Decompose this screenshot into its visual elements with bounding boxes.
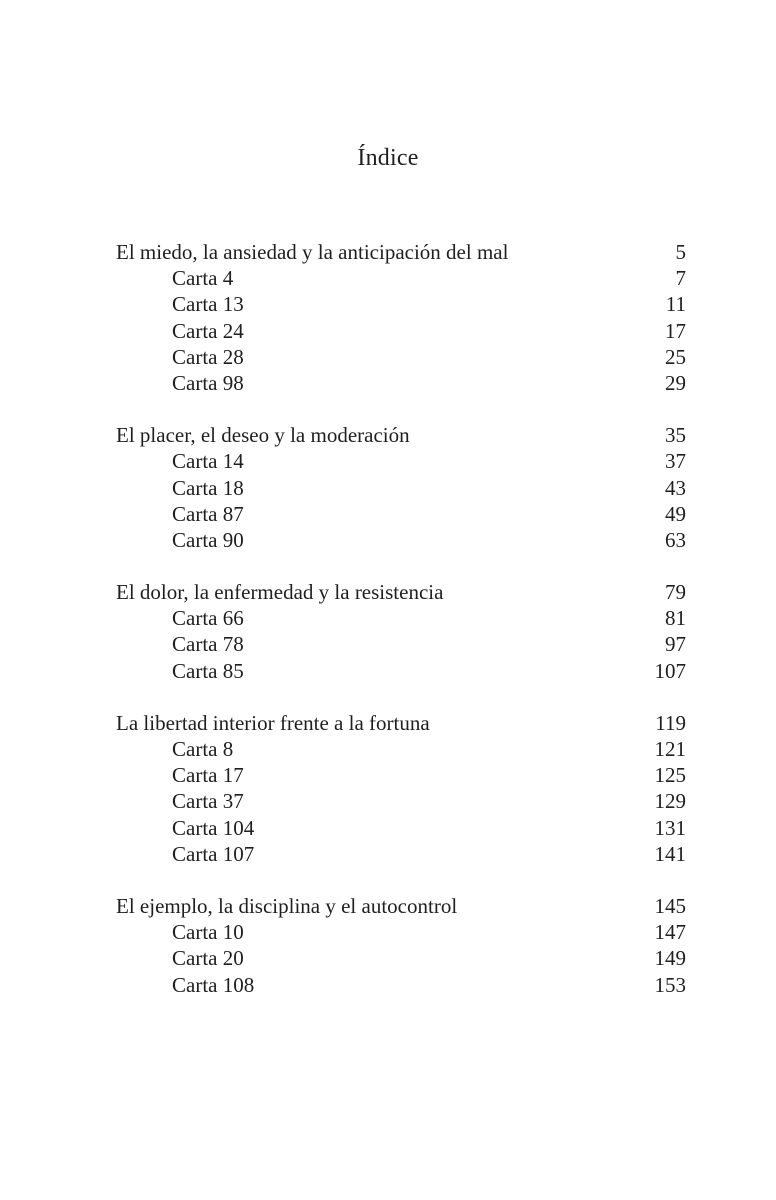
toc-entry [116,344,686,370]
entry-label: Carta 28 [172,344,244,369]
toc-entry [116,972,686,998]
page-number: 121 [654,737,686,761]
entry-label: Carta 24 [172,318,244,343]
page-number: 17 [665,318,686,343]
page-number: 145 [654,893,686,918]
section-title: La libertad interior frente a la fortuna [116,710,430,735]
page-number: 11 [665,292,686,317]
page-number: 129 [654,789,686,814]
section-title: El ejemplo, la disciplina y el autocontrol [116,893,458,918]
page-number: 107 [654,658,686,683]
page-number: 119 [655,710,686,735]
toc-entry [116,265,686,291]
page-number: 49 [665,501,686,526]
entry-label: Carta 14 [172,449,244,474]
page-number: 147 [654,920,686,945]
toc-entry [116,448,686,474]
entry-label: Carta 18 [172,475,244,500]
entry-label: Carta 98 [172,370,244,395]
toc-entry [116,475,686,501]
page-number: 149 [654,946,686,971]
entry-label: Carta 104 [172,815,255,840]
toc-entry [116,788,686,814]
toc-entry [116,919,686,945]
toc-entry [116,370,686,396]
table-of-contents [116,239,686,1024]
entry-label: Carta 4 [172,266,234,291]
toc-section-heading [116,422,686,448]
entry-label: Carta 13 [172,292,244,317]
entry-label: Carta 107 [172,841,255,866]
toc-entry [116,605,686,631]
page-number: 37 [665,449,686,474]
page-number: 25 [665,344,686,369]
page-number: 5 [675,240,686,264]
page-number: 7 [675,266,686,291]
entry-label: Carta 90 [172,527,244,552]
toc-entry [116,945,686,971]
toc-entry [116,631,686,657]
toc-entry [116,815,686,841]
entry-label: Carta 37 [172,789,244,814]
toc-section-heading [116,239,686,265]
section-title: El miedo, la ansiedad y la anticipación del mal [116,240,509,264]
page-number: 79 [665,580,686,605]
entry-label: Carta 108 [172,972,255,997]
toc-section [116,579,686,684]
toc-entry [116,841,686,867]
page-number: 43 [665,475,686,500]
toc-entry [116,736,686,762]
toc-entry [116,291,686,317]
page-number: 35 [665,423,686,448]
page-number: 97 [665,632,686,657]
toc-section [116,893,686,998]
toc-section-heading [116,893,686,919]
page-number: 81 [665,606,686,631]
entry-label: Carta 66 [172,606,244,631]
toc-section-heading [116,710,686,736]
toc-section-heading [116,579,686,605]
toc-entry [116,501,686,527]
toc-section [116,422,686,553]
section-title: El dolor, la enfermedad y la resistencia [116,580,444,605]
page-number: 125 [654,763,686,788]
page-number: 131 [654,815,686,840]
page-number: 63 [665,527,686,552]
entry-label: Carta 8 [172,737,234,761]
toc-section [116,239,686,396]
page-number: 29 [665,370,686,395]
entry-label: Carta 10 [172,920,244,945]
toc-entry [116,658,686,684]
section-title: El placer, el deseo y la moderación [116,423,410,448]
toc-entry [116,527,686,553]
entry-label: Carta 20 [172,946,244,971]
toc-section [116,710,686,867]
entry-label: Carta 87 [172,501,244,526]
entry-label: Carta 85 [172,658,244,683]
toc-entry [116,318,686,344]
entry-label: Carta 78 [172,632,244,657]
page-title: Índice [357,145,419,171]
entry-label: Carta 17 [172,763,244,788]
page-number: 153 [654,972,686,997]
page-number: 141 [654,841,686,866]
toc-entry [116,762,686,788]
